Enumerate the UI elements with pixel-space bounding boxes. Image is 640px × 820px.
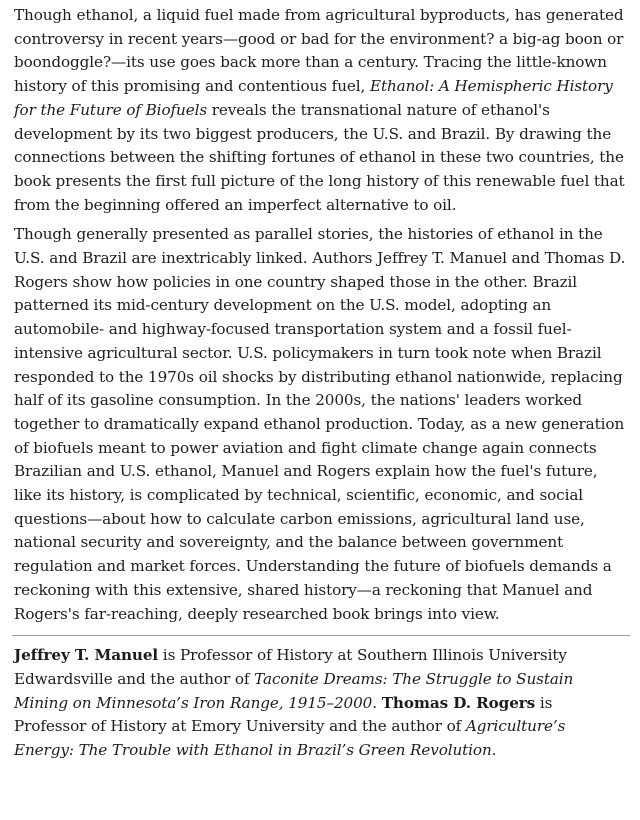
author-2-book-title: Agriculture’s Energy: The Trouble with Ethanol in Brazil’s Green Revolution [14, 717, 566, 760]
bio-separator: . [372, 693, 382, 712]
author-1-book-title: Taconite Dreams: The Struggle to Sustain Mining on Minnesota’s Iron Range, 1915–2000 [14, 669, 574, 712]
description-paragraph-1 [14, 4, 628, 217]
author-1-name: Jeffrey T. Manuel [14, 646, 159, 665]
book-title: Ethanol: A Hemispheric History for the Future of Biofuels [14, 77, 613, 119]
author-1-bio-text: is Professor of History at Southern Illinois University Edwardsville and the author of [14, 646, 567, 688]
author-bio [14, 644, 628, 763]
author-2-name: Thomas D. Rogers [381, 693, 536, 712]
section-divider [12, 635, 630, 636]
book-description-page [14, 4, 628, 763]
description-paragraph-1-text-end: reveals the transnational nature of ethanol's development by its two biggest producers, the U.S. and Brazil. By drawing the connections between the shifting fortunes of ethanol in these two countries, the book presents the first full picture of the long history of this renewable fuel that from the beginning offered an imperfect alternative to oil. [14, 100, 625, 214]
description-paragraph-1-text-start: Though ethanol, a liquid fuel made from agricultural byproducts, has generated controversy in recent years—good or bad for the environment? a big-ag boon or boondoggle?—its use goes back more than a century. Tracing the little-known history of this promising and contentious fuel, [14, 6, 624, 96]
bio-end-punctuation: . [491, 741, 497, 760]
author-2-bio-text: is Professor of History at Emory University and the author of [14, 693, 553, 736]
description-paragraph-2: Though generally presented as parallel stories, the histories of ethanol in the U.S. and Brazil are inextricably linked. Authors Jeffrey T. Manuel and Thomas D. Rogers show how policies in one country shaped those in the other. Brazil patterned its mid-century development on the U.S. model, adopting an automobile- and highway-focused transportation system and a fossil fuel-intensive agricultural sector. U.S. policymakers in turn took note when Brazil responded to the 1970s oil shocks by distributing ethanol nationwide, replacing half of its gasoline consumption. In the 2000s, the nations' leaders worked together to dramatically expand ethanol production. Today, as a new generation of biofuels meant to power aviation and fight climate change again connects Brazilian and U.S. ethanol, Manuel and Rogers explain how the fuel's future, like its history, is complicated by technical, scientific, economic, and social questions—about how to calculate carbon emissions, agricultural land use, national security and sovereignty, and the balance between government regulation and market forces. Understanding the future of biofuels demands a reckoning with this extensive, shared history—a reckoning that Manuel and Rogers's far-reaching, deeply researched book brings into view. [14, 225, 626, 623]
